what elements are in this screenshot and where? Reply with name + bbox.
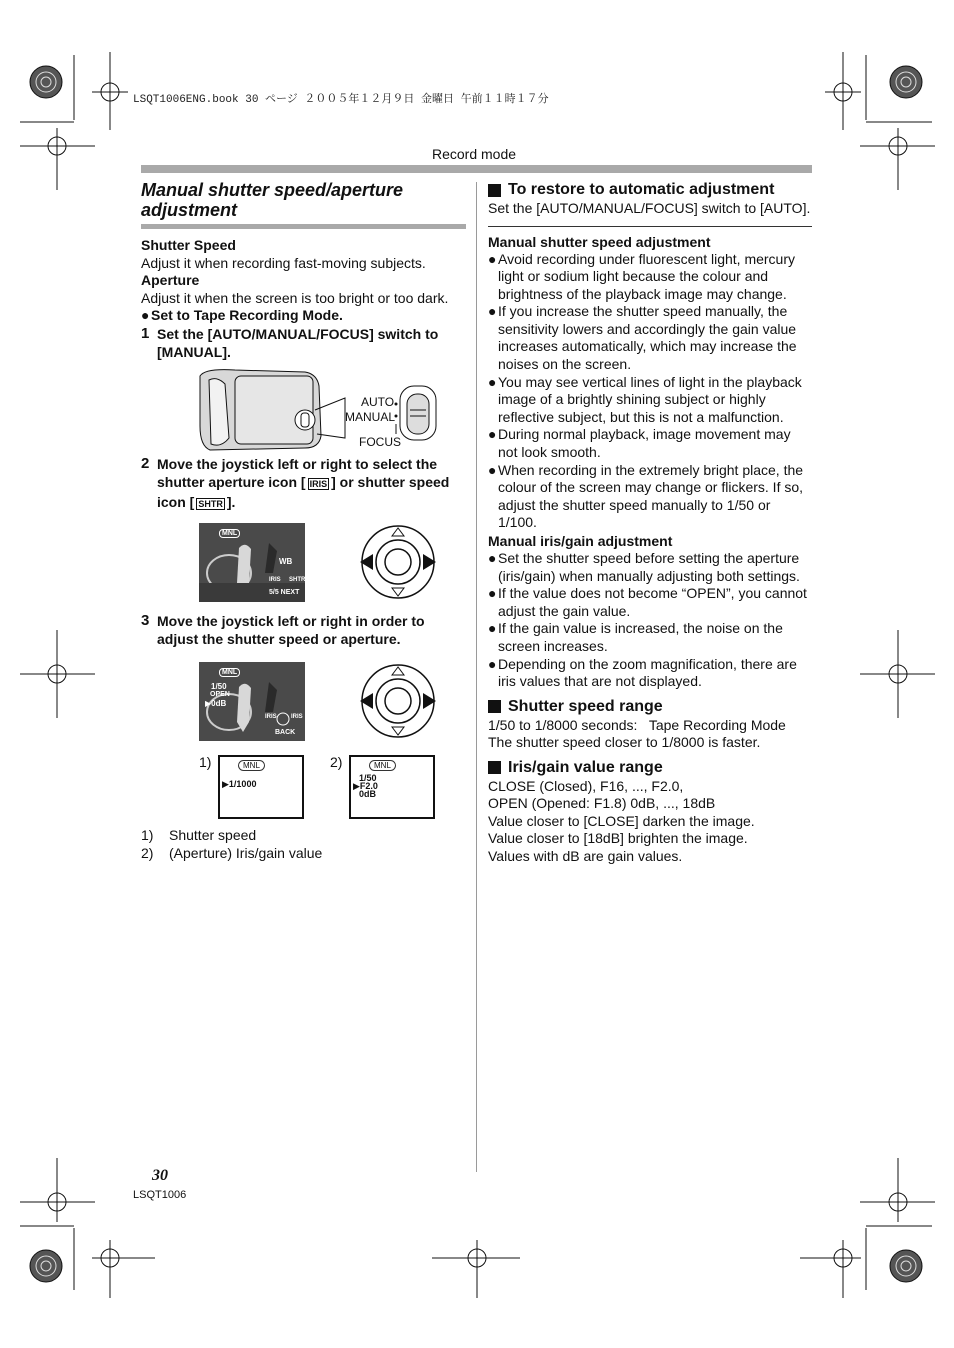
- list-item: ● If the value does not become “OPEN”, you cannot adjust the gain value.: [488, 585, 807, 619]
- step-number: 1: [141, 324, 150, 342]
- shutter-readout: ▶1/1000: [222, 779, 257, 789]
- switch-label-focus: FOCUS: [359, 435, 401, 449]
- bullet-icon: ●: [488, 426, 497, 443]
- lcd-2-label: 2): [330, 754, 343, 770]
- bullet-icon: ●: [488, 655, 497, 672]
- mnl-indicator: MNL: [219, 529, 240, 538]
- divider: [488, 226, 812, 227]
- step-number: 2: [141, 455, 150, 472]
- bullet-icon: ●: [141, 307, 150, 323]
- page-number: 30: [152, 1167, 168, 1184]
- right-column: [488, 180, 812, 865]
- header-bar: [141, 165, 812, 173]
- aperture-desc: Adjust it when the screen is too bright or too dark.: [141, 289, 449, 306]
- list-item: ● If the gain value is increased, the noise on the screen increases.: [488, 620, 783, 654]
- shutter-range-note: The shutter speed closer to 1/8000 is faster.: [488, 734, 761, 751]
- wb-indicator: WB: [279, 557, 293, 566]
- bullet-icon: ●: [488, 250, 497, 267]
- camcorder-icon: [195, 366, 445, 452]
- joystick-icon: [357, 524, 439, 600]
- square-bullet-icon: [488, 700, 501, 713]
- set-mode-note: ● Set to Tape Recording Mode.: [141, 307, 343, 323]
- iris-range-line: Value closer to [18dB] brighten the image.: [488, 830, 748, 847]
- mnl-indicator: MNL: [219, 668, 240, 677]
- mnl-indicator: MNL: [238, 760, 265, 771]
- camera-illustration: [195, 366, 445, 452]
- list-item: ● If you increase the shutter speed manually, the sensitivity lowers and accordingly the gain value increases automatically, which may increase the noises on the screen.: [488, 303, 797, 373]
- shutter-range-heading: Shutter speed range: [488, 697, 812, 717]
- iris-plus-indicator: IRIS: [291, 714, 303, 720]
- restore-heading: To restore to automatic adjustment: [488, 180, 812, 200]
- bullet-icon: ●: [488, 550, 497, 566]
- square-bullet-icon: [488, 184, 501, 197]
- iris-range-heading: Iris/gain value range: [488, 758, 812, 778]
- iris-icon: IRIS: [309, 479, 328, 489]
- viewfinder-photo-1: [199, 523, 305, 602]
- page-title: Manual shutter speed/aperture adjustment: [141, 180, 404, 220]
- step-text: Move the joystick left or right in order to adjust the shutter speed or aperture.: [157, 613, 425, 647]
- left-column: [141, 180, 466, 361]
- iris-indicator: IRIS: [269, 577, 281, 583]
- shutter-range-line: 1/50 to 1/8000 seconds: Tape Recording Mode: [488, 716, 786, 733]
- lcd-1-label: 1): [199, 754, 212, 770]
- shutter-readout: 1/50: [359, 773, 377, 783]
- iris-adjust-heading: Manual iris/gain adjustment: [488, 533, 673, 549]
- bullet-icon: ●: [488, 461, 497, 478]
- bullet-icon: ●: [488, 373, 497, 390]
- shutter-icon: SHTR: [198, 499, 223, 509]
- list-item: ● Avoid recording under fluorescent light, mercury light or sodium light because the colour and brightness of the playback image may change.: [488, 250, 796, 302]
- switch-label-auto: AUTO: [361, 395, 395, 409]
- column-divider: [476, 182, 477, 1172]
- document-code: LSQT1006: [133, 1189, 187, 1201]
- joystick-icon: [357, 663, 439, 739]
- iris-range-line: OPEN (Opened: F1.8) 0dB, ..., 18dB: [488, 795, 716, 812]
- shutter-readout: 1/50: [211, 682, 227, 691]
- mnl-indicator: MNL: [369, 760, 396, 771]
- shutter-label: Shutter Speed: [141, 237, 236, 253]
- lcd-screen-2: [349, 755, 435, 819]
- step-text: Set the [AUTO/MANUAL/FOCUS] switch to [MANUAL].: [157, 325, 439, 360]
- list-item: ● You may see vertical lines of light in the playback image of a brightly shining subject or highly reflective subject, but this is not a malfunction.: [488, 373, 802, 425]
- header-meta: LSQT1006ENG.book 30 ページ ２００５年１２月９日 金曜日 午前１１時１７分: [133, 94, 549, 106]
- step-2: [141, 455, 466, 513]
- list-item: ● Depending on the zoom magnification, there are iris values that are not displayed.: [488, 655, 797, 690]
- bullet-icon: ●: [488, 303, 497, 320]
- shutter-desc: Adjust it when recording fast-moving subjects.: [141, 254, 426, 271]
- gain-readout: 0dB: [359, 789, 377, 799]
- switch-label-manual: MANUAL: [345, 410, 396, 424]
- open-readout: OPEN: [210, 691, 230, 698]
- lcd-screen-1: [218, 755, 304, 819]
- iris-notes: [488, 550, 812, 691]
- list-item: ● When recording in the extremely bright place, the colour of the screen may change or flickers. If so, adjust the shutter speed manually to 1/50 or 1/100.: [488, 461, 804, 531]
- step-text: Move the joystick left or right to select the shutter aperture icon [ IRIS ] or shutter speed icon [ SHTR ].: [157, 456, 450, 510]
- step-3: [141, 612, 466, 648]
- iris-range-line: Values with dB are gain values.: [488, 847, 683, 864]
- list-item: ● Set the shutter speed before setting the aperture (iris/gain) when manually adjusting both settings.: [488, 550, 800, 584]
- caption-2: 2) (Aperture) Iris/gain value: [141, 845, 323, 861]
- bullet-icon: ●: [488, 620, 497, 637]
- shutter-adjust-heading: Manual shutter speed adjustment: [488, 233, 711, 250]
- square-bullet-icon: [488, 761, 501, 774]
- step-1: [141, 325, 466, 361]
- iris-range-line: CLOSE (Closed), F16, ..., F2.0,: [488, 777, 684, 794]
- aperture-label: Aperture: [141, 272, 200, 288]
- caption-1: 1) Shutter speed: [141, 827, 257, 843]
- bullet-icon: ●: [488, 585, 497, 602]
- iris-range-line: Value closer to [CLOSE] darken the image.: [488, 812, 755, 829]
- next-indicator: 5/5 NEXT: [269, 589, 300, 596]
- title-rule: [141, 224, 466, 229]
- shutter-notes: [488, 251, 812, 533]
- iris-readout: ▶F2.0: [353, 781, 378, 791]
- section-title: Record mode: [432, 146, 517, 162]
- gain-readout: ▶0dB: [205, 699, 227, 708]
- iris-minus-indicator: IRIS: [265, 714, 277, 720]
- restore-text: Set the [AUTO/MANUAL/FOCUS] switch to [AUTO].: [488, 200, 811, 216]
- viewfinder-photo-2: [199, 662, 305, 741]
- back-indicator: BACK: [275, 729, 296, 736]
- shtr-indicator: SHTR: [289, 577, 305, 583]
- list-item: ● During normal playback, image movement may not look smooth.: [488, 426, 791, 461]
- step-number: 3: [141, 612, 150, 629]
